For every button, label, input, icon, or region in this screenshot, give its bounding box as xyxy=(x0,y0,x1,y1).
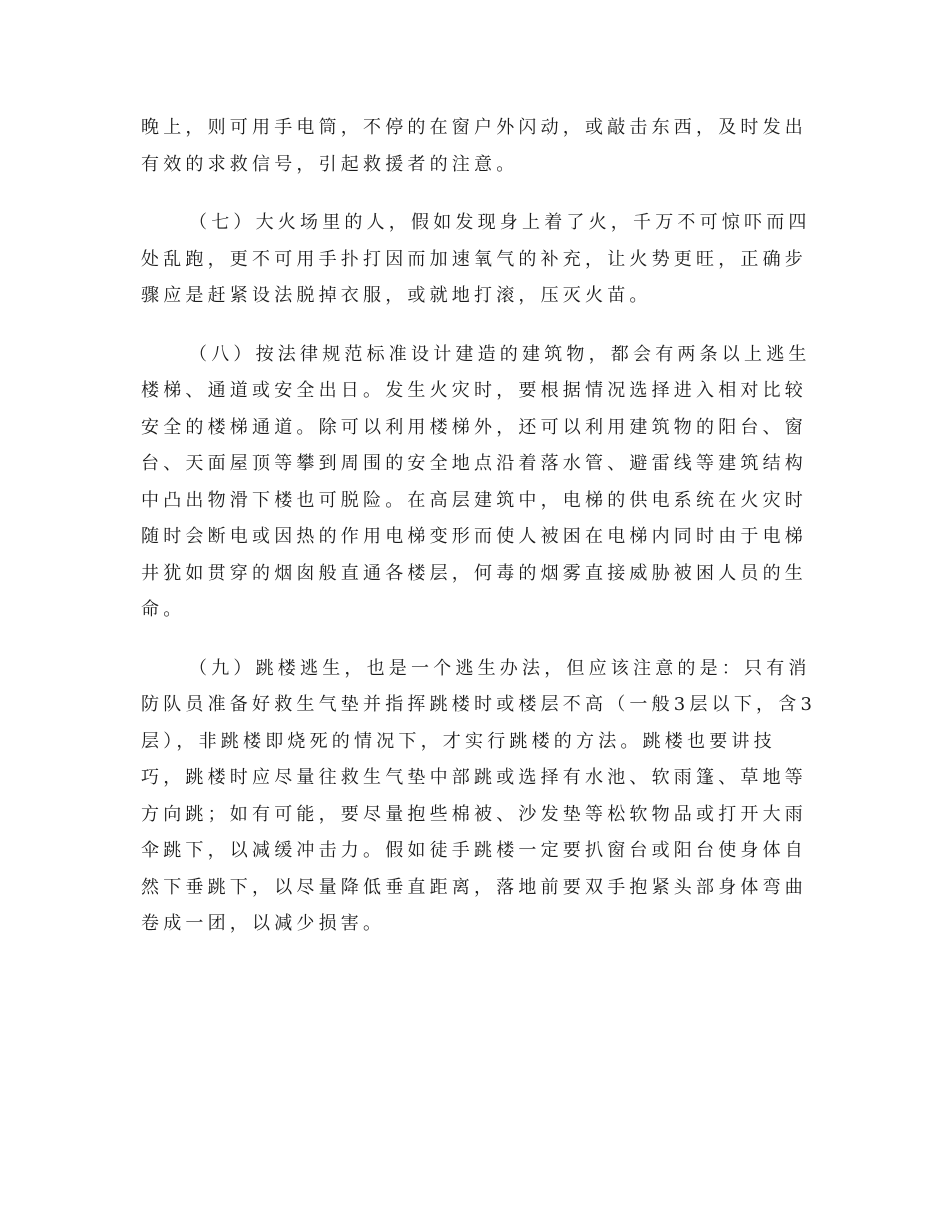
text-line: 楼梯、通道或安全出日。发生火灾时，要根据情况选择进入相对比较 xyxy=(141,380,807,401)
text-line: 井犹如贯穿的烟囱般直通各楼层，何毒的烟雾直接威胁被困人员的生 xyxy=(141,562,807,584)
text-line: 然下垂跳下，以尽量降低垂直距离，落地前要双手抱紧头部身体弯曲 xyxy=(141,876,807,898)
text-line: 伞跳下，以减缓冲击力。假如徒手跳楼一定要扒窗台或阳台使身体自 xyxy=(141,840,807,861)
text-line: 台、天面屋顶等攀到周围的安全地点沿着落水管、避雷线等建筑结构 xyxy=(141,453,807,474)
text-line: （八）按法律规范标准设计建造的建筑物，都会有两条以上逃生 xyxy=(189,343,811,365)
text-line: 防队员准备好救生气垫并指挥跳楼时或楼层不高（一般3层以下，含3 xyxy=(141,694,817,715)
text-line: 方向跳；如有可能，要尽量抱些棉被、沙发垫等松软物品或打开大雨 xyxy=(141,803,807,825)
text-line: 安全的楼梯通道。除可以利用楼梯外，还可以利用建筑物的阳台、窗 xyxy=(141,416,807,438)
text-line: 卷成一团，以减少损害。 xyxy=(141,913,386,934)
text-line: 处乱跑，更不可用手扑打因而加速氧气的补充，让火势更旺，正确步 xyxy=(141,248,807,270)
paragraph-night-signal xyxy=(141,110,809,183)
text-line: 层），非跳楼即烧死的情况下，才实行跳楼的方法。跳楼也要讲技 xyxy=(141,730,776,752)
text-line: 巧，跳楼时应尽量往救生气垫中部跳或选择有水池、软雨篷、草地等 xyxy=(141,767,807,788)
document-body xyxy=(141,110,817,965)
text-line: 中凸出物滑下楼也可脱险。在高层建筑中，电梯的供电系统在火灾时 xyxy=(141,489,807,511)
text-line: 随时会断电或因热的作用电梯变形而使人被困在电梯内同时由于电梯 xyxy=(141,526,807,547)
text-line: （九）跳楼逃生，也是一个逃生办法，但应该注意的是：只有消 xyxy=(189,657,811,679)
paragraph-eight xyxy=(141,337,809,629)
paragraph-seven xyxy=(141,205,809,315)
text-line: （七）大火场里的人，假如发现身上着了火，千万不可惊吓而四 xyxy=(189,212,811,233)
text-line: 有效的求救信号，引起救援者的注意。 xyxy=(141,153,519,175)
paragraph-nine xyxy=(141,651,817,943)
text-line: 命。 xyxy=(141,599,186,620)
text-line: 骤应是赶紧设法脱掉衣服，或就地打滚，压灭火苗。 xyxy=(141,285,652,306)
text-line: 晚上，则可用手电筒，不停的在窗户外闪动，或敲击东西，及时发出 xyxy=(141,117,807,138)
